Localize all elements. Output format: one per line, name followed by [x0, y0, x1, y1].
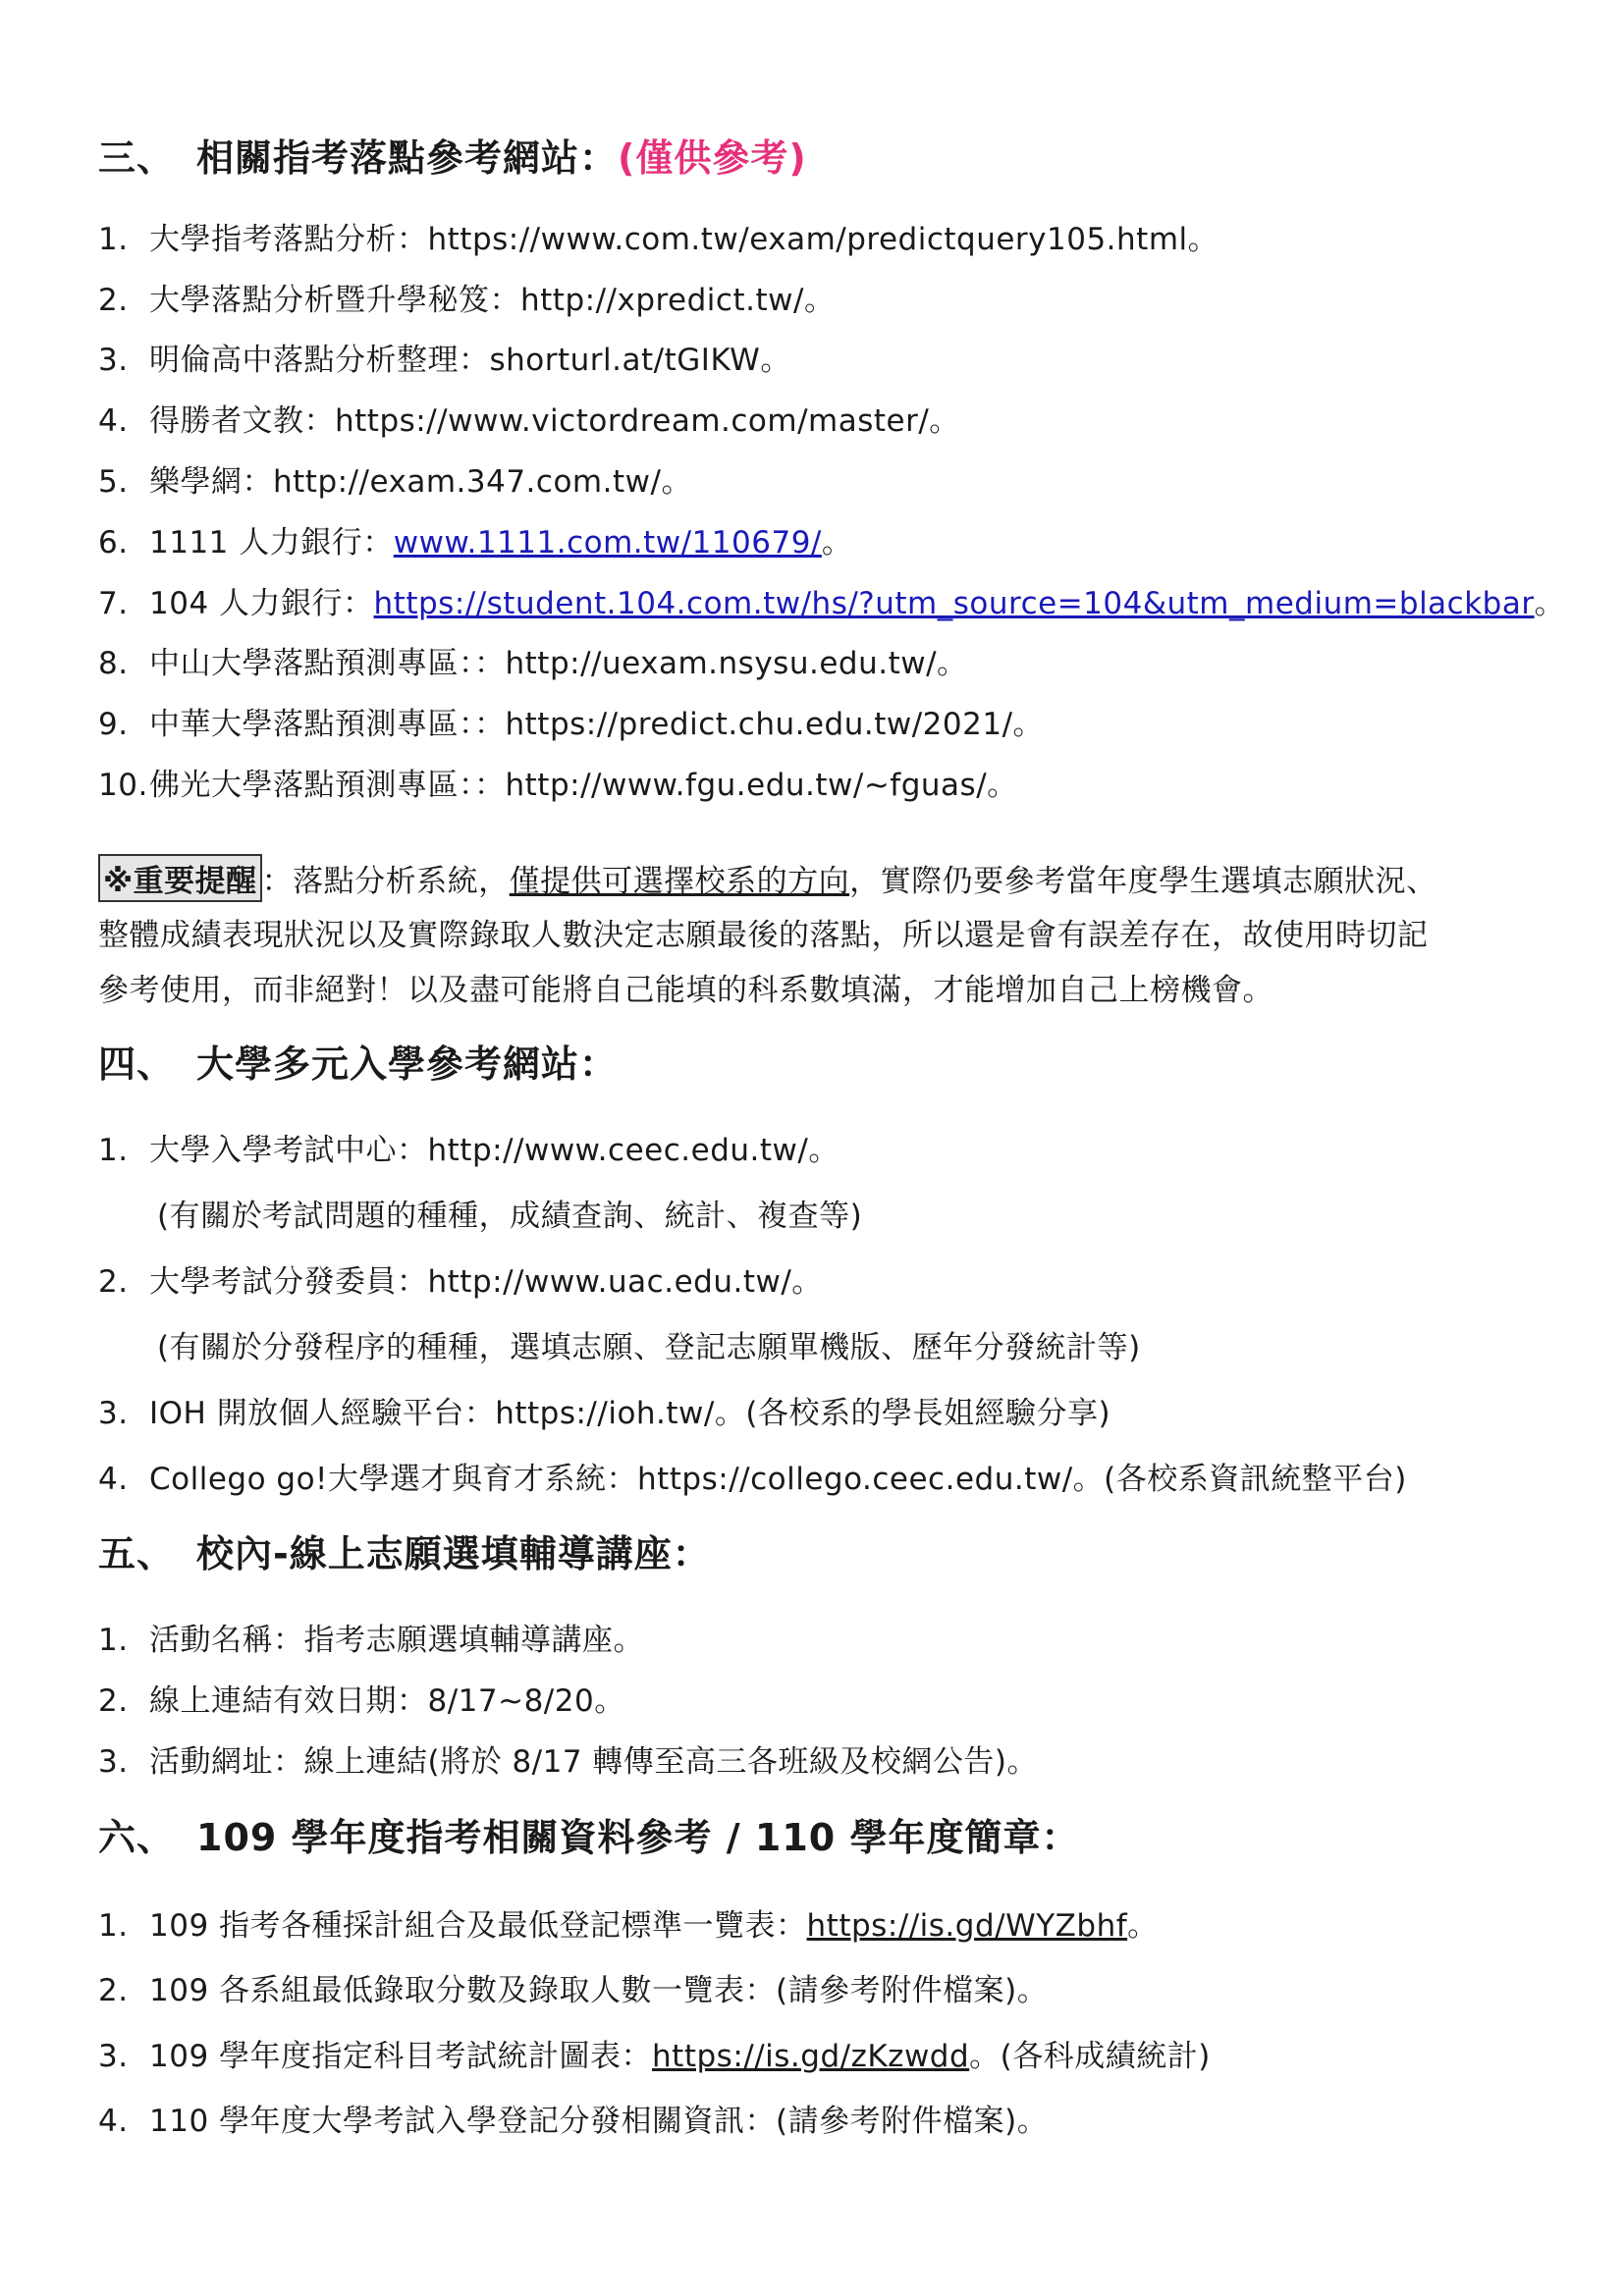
- section-6-heading: [98, 1807, 1079, 1861]
- list-item-note: (有關於考試問題的種種，成績查詢、統計、複查等): [157, 1199, 863, 1234]
- section-number: 三、: [98, 136, 176, 180]
- section-number: 四、: [98, 1042, 176, 1086]
- section-number: 五、: [98, 1532, 176, 1575]
- url-text: http://xpredict.tw/: [520, 283, 804, 318]
- shortlink-zkzwdd[interactable]: https://is.gd/zKzwdd: [652, 2039, 970, 2074]
- list-item: 4. 110 學年度大學考試入學登記分發相關資訊：(請參考附件檔案)。: [98, 2104, 1049, 2139]
- list-item: 4. 得勝者文教：https://www.victordream.com/master/。: [98, 403, 960, 439]
- section-title: 相關指考落點參考網站：: [196, 136, 619, 180]
- url-text: shorturl.at/tGIKW: [489, 343, 761, 378]
- url-text: http://uexam.nsysu.edu.tw/: [505, 646, 938, 681]
- list-item: 9. 中華大學落點預測專區：：https://predict.chu.edu.tw/2021/。: [98, 707, 1045, 742]
- link-1111[interactable]: www.1111.com.tw/110679/: [393, 525, 822, 561]
- url-text: https://www.victordream.com/master/: [335, 403, 930, 439]
- list-item: 1. 活動名稱：指考志願選填輔導講座。: [98, 1623, 644, 1658]
- url-text: http://www.fgu.edu.tw/~fguas/: [505, 768, 988, 803]
- url-text: https://www.com.tw/exam/predictquery105.html: [427, 222, 1188, 257]
- list-item: 3. 109 學年度指定科目考試統計圖表：https://is.gd/zKzwdd。(各科成績統計): [98, 2039, 1211, 2074]
- list-item: 2. 線上連結有效日期：8/17~8/20。: [98, 1683, 625, 1719]
- list-item: 3. IOH 開放個人經驗平台：https://ioh.tw/。(各校系的學長姐經驗分享): [98, 1396, 1111, 1431]
- section-4-heading: [98, 1034, 618, 1088]
- list-item: 8. 中山大學落點預測專區：：http://uexam.nsysu.edu.tw/。: [98, 646, 968, 681]
- list-item: 6. 1111 人力銀行：www.1111.com.tw/110679/。: [98, 525, 853, 561]
- notice-line-3: 參考使用，而非絕對！以及盡可能將自己能填的科系數填滿，才能增加自己上榜機會。: [98, 973, 1273, 1008]
- list-item: 2. 大學考試分發委員：http://www.uac.edu.tw/。: [98, 1264, 823, 1300]
- section-3-heading: [98, 128, 807, 182]
- notice-line-2: 整體成績表現狀況以及實際錄取人數決定志願最後的落點，所以還是會有誤差存在，故使用時切記: [98, 918, 1429, 953]
- section-5-heading: [98, 1523, 711, 1577]
- list-item: 10.佛光大學落點預測專區：：http://www.fgu.edu.tw/~fguas/。: [98, 768, 1018, 803]
- list-item: 3. 明倫高中落點分析整理：shorturl.at/tGIKW。: [98, 343, 791, 378]
- link-104[interactable]: https://student.104.com.tw/hs/?utm_source=104&utm_medium=blackbar: [373, 586, 1535, 621]
- shortlink-wyzbhf[interactable]: https://is.gd/WYZbhf: [806, 1908, 1128, 1944]
- list-item: 1. 109 指考各種採計組合及最低登記標準一覽表：https://is.gd/WYZbhf。: [98, 1908, 1159, 1944]
- list-item: 1. 大學入學考試中心：http://www.ceec.edu.tw/。: [98, 1133, 839, 1168]
- list-item: 5. 樂學網：http://exam.347.com.tw/。: [98, 464, 692, 500]
- list-item-note: (有關於分發程序的種種，選填志願、登記志願單機版、歷年分發統計等): [157, 1330, 1141, 1365]
- notice-line-1: ※重要提醒 ：落點分析系統，僅提供可選擇校系的方向，實際仍要參考當年度學生選填志願狀況、: [98, 854, 1437, 902]
- list-item: 2. 大學落點分析暨升學秘笈：http://xpredict.tw/。: [98, 283, 836, 318]
- section-number: 六、: [98, 1816, 176, 1859]
- url-text: http://exam.347.com.tw/: [273, 464, 662, 500]
- notice-emphasis: 僅提供可選擇校系的方向: [509, 864, 850, 899]
- important-notice-label: ※重要提醒: [98, 854, 262, 902]
- list-item: 2. 109 各系組最低錄取分數及錄取人數一覽表：(請參考附件檔案)。: [98, 1973, 1049, 2008]
- section-title: 大學多元入學參考網站：: [196, 1042, 619, 1086]
- reference-only-note: (僅供參考): [618, 136, 807, 180]
- list-item: 4. Collego go!大學選才與育才系統：https://collego.ceec.edu.tw/。(各校系資訊統整平台): [98, 1462, 1407, 1497]
- list-item: 1. 大學指考落點分析：https://www.com.tw/exam/predictquery105.html。: [98, 222, 1219, 257]
- list-item: 3. 活動網址：線上連結(將於 8/17 轉傳至高三各班級及校網公告)。: [98, 1744, 1039, 1780]
- section-title: 校內-線上志願選填輔導講座：: [196, 1532, 711, 1575]
- url-text: https://predict.chu.edu.tw/2021/: [505, 707, 1013, 742]
- section-title: 109 學年度指考相關資料參考 / 110 學年度簡章：: [196, 1816, 1080, 1859]
- list-item: 7. 104 人力銀行：https://student.104.com.tw/hs/?utm_source=104&utm_medium=blackbar。: [98, 586, 1566, 621]
